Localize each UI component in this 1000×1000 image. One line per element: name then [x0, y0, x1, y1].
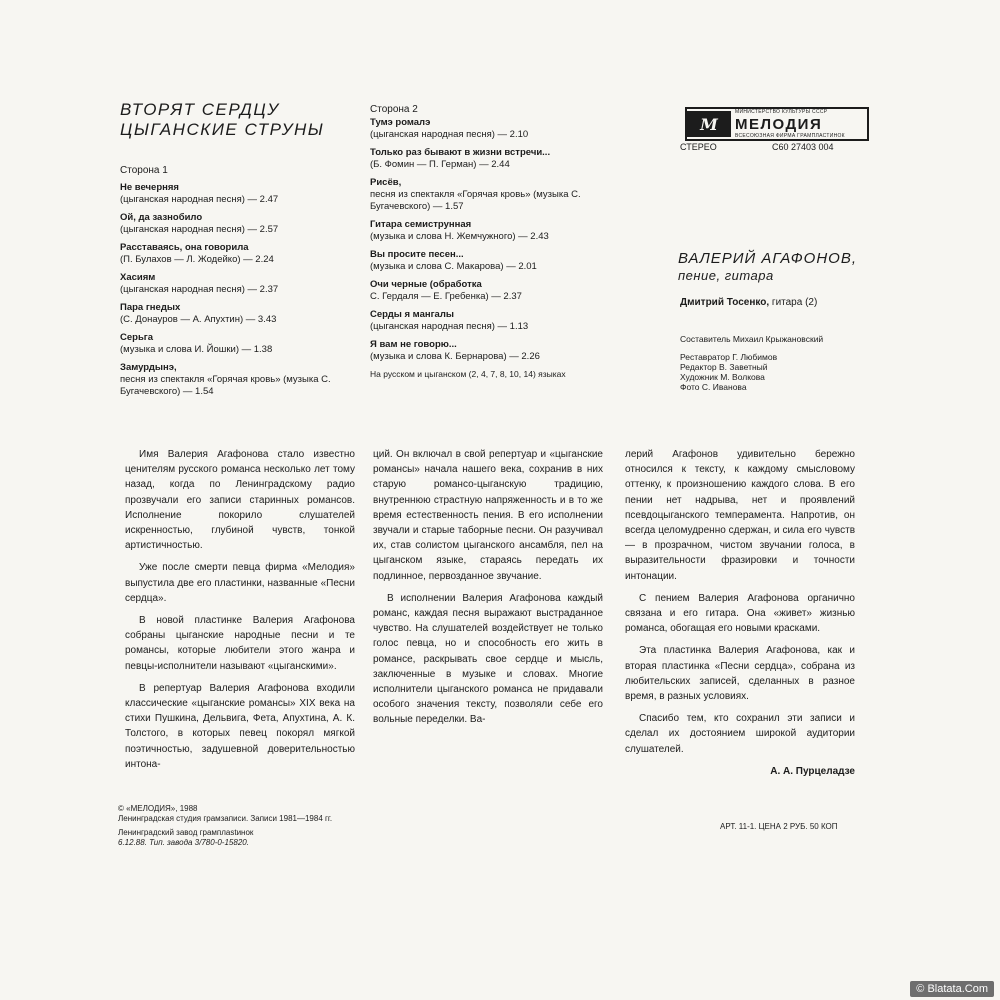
track-note: (цыганская народная песня) — 2.37: [120, 284, 279, 295]
side2-tracklist: [370, 104, 610, 379]
side1-tracklist: [120, 165, 350, 404]
track-note: (цыганская народная песня) — 2.10: [370, 129, 529, 140]
guest-role: гитара (2): [771, 297, 818, 308]
footer-print: 6.12.88. Тип. завода 3/780-0-15820.: [118, 838, 249, 847]
melodiya-emblem-icon: М: [687, 111, 731, 137]
liner-paragraph: Имя Валерия Агафонова стало известно ценителям русского романса несколько лет тому назад, когда по Ленинградскому радио прозвучали его записи старинных романсов. Исполнение покорило слушателей искренностью, глубиной чувств, тонкой артистичностью.: [125, 449, 355, 552]
liner-paragraph: Эта пластинка Валерия Агафонова, как и вторая пластинка «Песни сердца», собрана из любительских записей, сделанных в разное время, в разных условиях.: [625, 645, 855, 703]
track-title: Серды я мангалы: [370, 309, 454, 320]
logo-name: МЕЛОДИЯ: [735, 115, 823, 133]
melodiya-logo: [685, 107, 869, 141]
track-note: (цыганская народная песня) — 1.13: [370, 321, 529, 332]
guest-name: Дмитрий Тосенко,: [680, 297, 770, 308]
track-note: (цыганская народная песня) — 2.47: [120, 194, 279, 205]
liner-paragraph: С пением Валерия Агафонова органично связана и его гитара. Она «живет» жизнью романса, обогащая его новыми красками.: [625, 592, 855, 635]
album-title: [120, 100, 324, 140]
track: [370, 219, 610, 243]
guest-credit: [680, 297, 817, 308]
track: [370, 117, 610, 141]
liner-column-3: [625, 447, 855, 779]
track-note: (цыганская народная песня) — 2.57: [120, 224, 279, 235]
liner-paragraph: Уже после смерти певца фирма «Мелодия» выпустила две его пластинки, названные «Песни сердца».: [125, 562, 355, 604]
track-title: Гитара семиструнная: [370, 219, 472, 230]
credit-photo: Фото С. Иванова: [680, 382, 747, 392]
liner-column-2: [373, 447, 603, 735]
language-note: На русском и цыганском (2, 4, 7, 8, 10, 14) языках: [370, 369, 566, 379]
track: [120, 242, 350, 266]
artist-role: пение, гитара: [678, 268, 774, 283]
track-title: Не вечерняя: [120, 182, 179, 193]
credits-block: [680, 352, 777, 392]
track: [370, 279, 610, 303]
logo-text: [731, 108, 845, 141]
album-title-line1: ВТОРЯТ СЕРДЦУ: [120, 100, 280, 119]
track: [370, 309, 610, 333]
footer-plant: Ленинградский завод грамплastинок: [118, 828, 254, 837]
credit-editor: Редактор В. Заветный: [680, 362, 768, 372]
liner-signature: А. А. Пурцеладзе: [770, 765, 855, 777]
track-title: Тумэ ромалэ: [370, 117, 431, 128]
track-title: Только раз бывают в жизни встречи...: [370, 147, 551, 158]
track-note: (музыка и слова С. Макарова) — 2.01: [370, 261, 537, 272]
footer-copyright: © «МЕЛОДИЯ», 1988: [118, 804, 198, 813]
album-title-line2: ЦЫГАНСКИЕ СТРУНЫ: [120, 120, 325, 139]
site-watermark: © Blatata.Com: [910, 981, 994, 997]
liner-paragraph: В репертуар Валерия Агафонова входили классические «цыганские романсы» XIX века на стихи Пушкина, Дельвига, Фета, Апухтина, А. К. Толстого, в которых певец покорял мягкой поэтичностью, задушевной доверительностью интона-: [125, 682, 355, 770]
track: [120, 302, 350, 326]
logo-firm: ВСЕСОЮЗНАЯ ФИРМА ГРАМПЛАСТИНОК: [735, 132, 845, 139]
artist-name: ВАЛЕРИЙ АГАФОНОВ,: [678, 250, 858, 267]
credit-artist: Художник М. Волкова: [680, 372, 765, 382]
track-title: Пара гнедых: [120, 302, 181, 313]
logo-ministry: МИНИСТЕРСТВО КУЛЬТУРЫ СССР: [735, 108, 828, 115]
track-note: (С. Донауров — А. Апухтин) — 3.43: [120, 314, 277, 325]
track-note: (музыка и слова И. Йошки) — 1.38: [120, 344, 273, 355]
track-title: Серьга: [120, 332, 154, 343]
footer-block: [118, 804, 332, 848]
track: [370, 339, 610, 363]
track-note: (П. Булахов — Л. Жодейко) — 2.24: [120, 254, 274, 265]
track: [370, 147, 610, 171]
track: [120, 212, 350, 236]
liner-paragraph: В исполнении Валерия Агафонова каждый романс, каждая песня выражают выстраданное чувство. На слушателей воздействует не только голос певца, но и способность его жить в романсе, раскрывать свое сердце и мысль, заключенные в музыке и словах. Многие исполнители цыганского романса не придавали особого значения тексту, позволяли себе его вольные переделки. Ва-: [373, 592, 603, 726]
price-label: АРТ. 11-1. ЦЕНА 2 РУБ. 50 КОП: [720, 822, 838, 831]
track-title: Я вам не говорю...: [370, 339, 457, 350]
track-title: Замурдынэ,: [120, 362, 177, 373]
track: [120, 182, 350, 206]
credit-restorer: Реставратор Г. Любимов: [680, 352, 778, 362]
track-note: песня из спектакля «Горячая кровь» (музыка С. Бугачевского) — 1.57: [370, 189, 581, 212]
track-title: Хасиям: [120, 272, 156, 283]
track-note: песня из спектакля «Горячая кровь» (музыка С. Бугачевского) — 1.54: [120, 374, 331, 397]
track-title: Рисёв,: [370, 177, 402, 188]
catalog-number: С60 27403 004: [772, 142, 834, 152]
footer-studio: Ленинградская студия грамзаписи. Записи 1981—1984 гг.: [118, 814, 333, 823]
credit-compiler: Составитель Михаил Крыжановский: [680, 334, 824, 344]
side1-label: Сторона 1: [120, 165, 168, 176]
track-title: Вы просите песен...: [370, 249, 464, 260]
side2-label: Сторона 2: [370, 104, 418, 115]
track: [120, 332, 350, 356]
track-title: Расставаясь, она говорила: [120, 242, 249, 253]
track: [120, 272, 350, 296]
liner-paragraph: ций. Он включал в свой репертуар и «цыганские романсы» начала нашего века, сохранив в них старую романсо-цыганскую традицию, внутреннюю страстную напряженность и в то же время естественность пения. В его исполнении звучали и старые таборные песни. Он разучивал их, став солистом цыганского ансамбля, пел на цыганском языке, стараясь передать их подлинное, первозданное звучание.: [373, 449, 603, 582]
track-note: (музыка и слова Н. Жемчужного) — 2.43: [370, 231, 549, 242]
track-note: (Б. Фомин — П. Герман) — 2.44: [370, 159, 510, 170]
liner-paragraph: Спасибо тем, кто сохранил эти записи и сделал их достоянием широкой аудитории слушателей.: [625, 713, 855, 755]
track-note: С. Гердаля — Е. Гребенка) — 2.37: [370, 291, 522, 302]
liner-paragraph: В новой пластинке Валерия Агафонова собраны цыганские народные песни и те романсы, которые любители этого жанра и певцы-исполнители называют «цыганскими».: [125, 615, 355, 672]
liner-column-1: [125, 447, 355, 779]
track: [120, 362, 350, 398]
stereo-label: СТЕРЕО: [680, 142, 717, 152]
track: [370, 249, 610, 273]
track-title: Ой, да зазнобило: [120, 212, 203, 223]
track: [370, 177, 610, 213]
track-note: (музыка и слова К. Бернарова) — 2.26: [370, 351, 540, 362]
track-title: Очи черные (обработка: [370, 279, 482, 290]
liner-paragraph: лерий Агафонов удивительно бережно относился к тексту, к каждому смысловому оттенку, к произношению каждого слова. В его пении нет надрыва, нет и проявлений псевдоцыганского темперамента. Напротив, он всегда целомудренно сдержан, и сила его чувств — в прозрачном, чистом звучании голоса, в выразительности фразировки и точности интонации.: [625, 449, 855, 582]
